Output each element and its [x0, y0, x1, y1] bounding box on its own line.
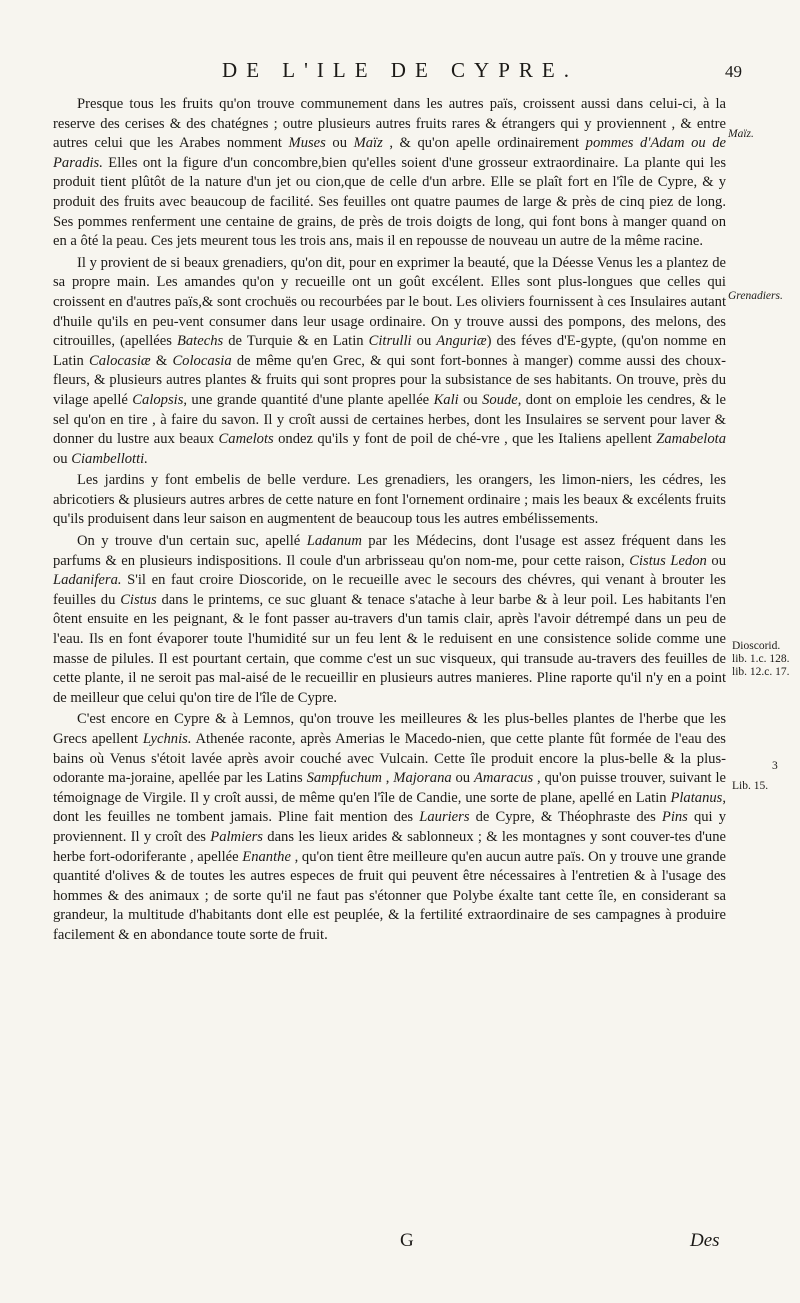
text-run: , qu'on tient être meilleure qu'en aucun autre païs. On y trouve une grande quantité d'olives & de toutes les autres especes de fruit qui peuvent être nécessaires à l'entretien & à l'usage des hommes & des animaux ; de sorte qu'il ne faut pas s'étonner que Polybe éxalte tant cette île, en considerant sa grandeur, la multitude d'habitants dont elle est peuplée, & la fertilité extraordinaire de ses campagnes à produire facilement & en abondance toute sorte de fruit.: [53, 848, 726, 943]
italic-term: Soude: [482, 391, 518, 408]
italic-term: Pins: [661, 809, 688, 826]
text-run: par les Médecins, dont l'usage est assez fréquent dans les parfums & en plusieurs indispositions. Il coule d'un arbrisseau qu'on nom-me, pour cette raison,: [53, 533, 727, 569]
page-header: [0, 58, 800, 88]
text-run: ou: [706, 552, 726, 569]
italic-term: Lychnis.: [142, 731, 192, 747]
text-run: Les jardins y font embelis de belle verdure. Les grenadiers, les orangers, les limon-niers, les cédres, les abricotiers & plusieurs autres arbres de cette nature en font l'ornement ordinaire ; mais les beaux & excélents fruits qu'ils produisent dans leur saison en augmentent de beaucoup tous les autres embélissements.: [53, 472, 726, 528]
text-run: , dont on emploie les cendres, & le sel qu'on en tire , à faire du savon. Il y croît aussi de certaines herbes, dont les Insulaires se servent pour laver & donner du lustre aux beaux: [53, 391, 727, 448]
italic-term: Palmiers: [210, 828, 263, 845]
italic-term: Camelots: [218, 431, 274, 448]
paragraph-ladanum: [53, 532, 726, 708]
text-run: ou: [458, 391, 483, 408]
italic-term: Majorana: [393, 770, 452, 787]
margin-note-dioscorid-ref2: lib. 12.c. 17.: [732, 666, 790, 678]
italic-term: Ladanum: [306, 533, 362, 550]
text-run: Athenée raconte, après Amerias le Macedo-nien, que cette plante fût formée de l'eau des bains où Venus s'étoit lavée après avoir couché avec Vulcain. Cette île produit encore la plus-belle & la plus-odorante ma-joraine, apellée par les Latins: [53, 731, 726, 787]
text-run: dans les lieux arides & sablonneux ; & les montagnes y sont couver-tes d'une herbe fort-odoriferante , apellée: [53, 828, 726, 865]
text-run: qui y proviennent. Il y croît des: [53, 809, 727, 845]
italic-term: Ciambellotti.: [71, 450, 148, 467]
italic-term: Maïz: [353, 135, 383, 152]
paragraph-bananas: [53, 95, 726, 252]
text-run: ondez qu'ils y font de poil de ché-vre , que les Italiens apellent: [273, 431, 657, 448]
italic-term: Cistus Ledon: [629, 552, 707, 569]
text-run: ou: [325, 135, 354, 152]
text-run: de Cypre, & Théophraste des: [469, 809, 662, 826]
paragraph-produce: [53, 254, 726, 470]
text-run: ou: [53, 450, 72, 467]
running-title: DE L'ILE DE CYPRE.: [222, 58, 578, 82]
italic-term: Colocasia: [172, 352, 232, 369]
catchword: Des: [690, 1230, 720, 1251]
margin-note-grenadiers: Grenadiers.: [728, 290, 783, 302]
margin-note-lib15: Lib. 15.: [732, 780, 769, 792]
text-run: , une grande quantité d'une plante apellée: [183, 391, 434, 408]
italic-term: Kali: [433, 391, 459, 408]
text-run: S'il en faut croire Dioscoride, on le recueille avec le secours des chévres, qui venant à brouter les feuilles du: [53, 572, 726, 608]
text-run: Elles ont la figure d'un concombre,bien qu'elles soient d'une grosseur extraordinaire. La plante qui les produit tient plûtôt de la nature d'un jet ou cion,que de celle d'un arbre. Elle se plaît fort en l'île de Cypre, & y produit des fruits avec beaucoup de facilité. Ses feuilles ont quatre paumes de large & près de cinq piez de long. Ses pommes renferment une centaine de grains, de près de trois doigts de long, qui font bons à manger quand on en a ôté la peau. Ces jets meurent tous les trois ans, mais il en repousse de nouveau un autre de la même racine.: [53, 154, 726, 250]
italic-term: Platanus: [670, 789, 723, 806]
text-run: ) des féves d'E-gypte, (qu'on nomme en Latin: [53, 333, 726, 369]
text-run: de même qu'en Grec, & qui sont fort-bonnes à manger) comme aussi des choux-fleurs, & plusieurs autres plantes & fruits qui sont propres pour la subsistance de ses habitants. On trouve, près du vilage apellé: [53, 352, 726, 408]
margin-note-dioscorid-ref1: lib. 1.c. 128.: [732, 653, 790, 665]
text-run: , dont les feuilles ne tombent jamais. Pline fait mention des: [53, 789, 726, 826]
italic-term: Calocasiæ: [89, 352, 151, 369]
italic-term: Lauriers: [419, 809, 470, 826]
paragraph-gardens: [53, 471, 726, 530]
text-run: ou: [451, 770, 474, 787]
italic-term: pommes d'Adam ou de Paradis.: [53, 135, 727, 171]
italic-term: Sampfuchum: [306, 770, 382, 787]
italic-term: Batechs: [176, 333, 224, 350]
margin-note-dioscorid: Dioscorid.: [732, 640, 781, 652]
paragraph-plants: [53, 710, 726, 945]
text-run: C'est encore en Cypre & à Lemnos, qu'on trouve les meilleures & les plus-belles plantes de l'herbe que les Grecs apellent: [53, 711, 726, 747]
text-run: Il y provient de si beaux grenadiers, qu'on dit, pour en exprimer la beauté, que la Déesse Venus les a plantez de sa propre main. Les amandes qu'on y recueille ont un goût excélent. Elles sont plus-longues que celles qui croissent en d'autres païs,& sont crochuës ou recourbées par le bout. Les oliviers fournissent à ces Insulaires autant d'huile qu'ils en peu-vent consumer dans leur usage ordinaire. On y trouve aussi des pompons, des melons, des citrouilles, (apellées: [53, 254, 726, 350]
italic-term: Anguriæ: [436, 333, 487, 350]
signature-mark: G: [400, 1230, 414, 1251]
italic-term: Amaracus: [473, 770, 534, 787]
italic-term: Cistus: [120, 591, 157, 608]
italic-term: Muses: [288, 135, 326, 152]
text-run: , & qu'on apelle ordinairement: [382, 135, 586, 152]
text-run: , qu'on puisse trouver, suivant le témoignage de Virgile. Il y croît aussi, de même qu'en l'île de Candie, une sorte de plane, apellé en Latin: [53, 770, 726, 806]
text-run: &: [150, 352, 173, 369]
page-footer: [0, 1230, 800, 1260]
text-run: ou: [411, 333, 437, 350]
margin-note-line-mark: 3: [772, 760, 778, 772]
italic-term: Citrulli: [368, 333, 412, 350]
margin-note-maiz: Maïz.: [728, 128, 754, 140]
text-run: ,: [381, 770, 394, 787]
text-run: dans le printems, ce suc gluant & tenace s'atache à leur barbe & à leur poil. Les habitants l'en ôtent ensuite en les peignant, & le font passer au-travers d'un tamis clair, après l'avoir détrempé dans un peu de l'eau. Ils en font évaporer toute l'humidité sur un feu lent & le reduisent en une consistence solide comme une masse de pilules. Il est pourtant certain, que comme c'est un suc visqueux, qui transude au-travers des feuilles de cette plante, il ne seroit pas mal-aisé de le recueillir en plusieurs autres manieres. Pline raporte qu'il n'y en a point de meilleur que celui qu'on tire de l'île de Cypre.: [53, 591, 726, 706]
text-run: de Turquie & en Latin: [223, 333, 369, 350]
italic-term: Ladanifera.: [53, 572, 122, 589]
text-run: On y trouve d'un certain suc, apellé: [77, 533, 307, 550]
body-text: [53, 95, 726, 948]
italic-term: Enanthe: [242, 848, 291, 865]
text-run: Presque tous les fruits qu'on trouve communement dans les autres païs, croissent aussi dans celui-ci, à la reserve des cerises & des chatégnes ; outre plusieurs autres fruits rares & étrangers qui y proviennent , & entre autres celui que les Arabes nomment: [53, 96, 726, 152]
page-number: 49: [725, 62, 742, 81]
italic-term: Zamabelota: [656, 431, 726, 448]
italic-term: Calopsis: [132, 391, 184, 408]
